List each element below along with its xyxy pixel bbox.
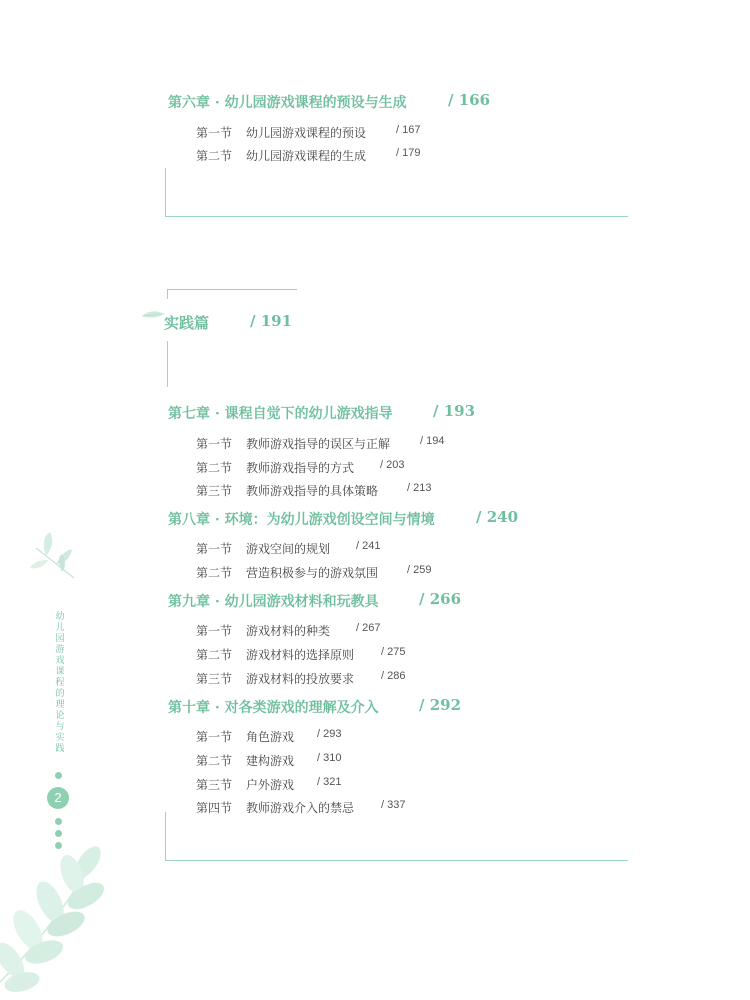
section-title: 营造积极参与的游戏氛围 — [246, 566, 379, 580]
toc-section[interactable] — [196, 482, 432, 499]
chapter-8-page: / 240 — [476, 508, 519, 526]
section-number: 第二节 — [196, 461, 233, 475]
watercolor-leaves-icon — [0, 832, 120, 1000]
section-number: 第三节 — [196, 484, 233, 498]
section-title: 游戏材料的选择原则 — [246, 648, 355, 662]
frame-line — [167, 289, 297, 290]
section-page: / 286 — [381, 670, 406, 682]
toc-section[interactable] — [196, 670, 406, 687]
toc-section[interactable] — [196, 646, 406, 663]
chapter-10-title: 第十章 · 对各类游戏的理解及介入 — [168, 700, 379, 716]
section-page: / 213 — [407, 482, 432, 494]
frame-line — [167, 341, 168, 387]
section-page: / 293 — [317, 728, 342, 740]
section-number: 第三节 — [196, 778, 233, 792]
section-page: / 241 — [356, 540, 381, 552]
section-number: 第二节 — [196, 566, 233, 580]
chapter-10-page: / 292 — [419, 696, 462, 714]
section-title: 建构游戏 — [246, 754, 295, 768]
section-page: / 203 — [380, 459, 405, 471]
chapter-7-page: / 193 — [433, 402, 476, 420]
section-title: 教师游戏指导的具体策略 — [246, 484, 379, 498]
section-title: 游戏材料的投放要求 — [246, 672, 355, 686]
section-number: 第一节 — [196, 437, 233, 451]
section-number: 第二节 — [196, 754, 233, 768]
section-title: 幼儿园游戏课程的预设 — [246, 126, 367, 140]
leaf-sprig-icon — [26, 528, 82, 584]
chapter-9-page: / 266 — [419, 590, 462, 608]
toc-section[interactable] — [196, 622, 381, 639]
section-page: / 310 — [317, 752, 342, 764]
toc-section[interactable] — [196, 124, 421, 141]
section-title: 教师游戏指导的误区与正解 — [246, 437, 391, 451]
chapter-7-title: 第七章 · 课程自觉下的幼儿游戏指导 — [168, 406, 393, 422]
toc-section[interactable] — [196, 728, 342, 745]
toc-section[interactable] — [196, 147, 421, 164]
toc-section[interactable] — [196, 435, 445, 452]
section-number: 第一节 — [196, 730, 233, 744]
frame-line — [165, 216, 628, 217]
section-page: / 337 — [381, 799, 406, 811]
toc-section[interactable] — [196, 776, 342, 793]
frame-line — [165, 168, 166, 216]
toc-section[interactable] — [196, 540, 381, 557]
section-title: 幼儿园游戏课程的生成 — [246, 149, 367, 163]
section-page: / 259 — [407, 564, 432, 576]
chapter-6-page: / 166 — [448, 91, 491, 109]
dot-icon — [55, 772, 62, 779]
section-title: 游戏空间的规划 — [246, 542, 331, 556]
section-page: / 321 — [317, 776, 342, 788]
toc-section[interactable] — [196, 752, 342, 769]
section-number: 第二节 — [196, 149, 233, 163]
section-title: 教师游戏介入的禁忌 — [246, 801, 355, 815]
frame-line — [167, 289, 168, 299]
book-title-vertical: 幼儿园游戏课程的理论与实践 — [55, 612, 65, 754]
section-number: 第二节 — [196, 648, 233, 662]
section-page: / 194 — [420, 435, 445, 447]
section-number: 第一节 — [196, 624, 233, 638]
section-number: 第一节 — [196, 126, 233, 140]
section-title: 户外游戏 — [246, 778, 295, 792]
frame-line — [165, 860, 628, 861]
page-number: 2 — [47, 787, 69, 809]
toc-section[interactable] — [196, 799, 406, 816]
chapter-6-title: 第六章 · 幼儿园游戏课程的预设与生成 — [168, 95, 407, 111]
section-number: 第四节 — [196, 801, 233, 815]
dot-icon — [55, 818, 62, 825]
section-title: 游戏材料的种类 — [246, 624, 331, 638]
section-title: 角色游戏 — [246, 730, 295, 744]
section-page: / 179 — [396, 147, 421, 159]
section-number: 第三节 — [196, 672, 233, 686]
section-title: 教师游戏指导的方式 — [246, 461, 355, 475]
chapter-8-title: 第八章 · 环境：为幼儿游戏创设空间与情境 — [168, 512, 435, 528]
section-page: / 167 — [396, 124, 421, 136]
section-number: 第一节 — [196, 542, 233, 556]
part-page: / 191 — [250, 312, 293, 330]
section-page: / 267 — [356, 622, 381, 634]
frame-line — [165, 812, 166, 860]
toc-section[interactable] — [196, 564, 432, 581]
leaf-icon — [140, 306, 166, 326]
toc-section[interactable] — [196, 459, 405, 476]
chapter-9-title: 第九章 · 幼儿园游戏材料和玩教具 — [168, 594, 379, 610]
part-title: 实践篇 — [164, 314, 210, 332]
section-page: / 275 — [381, 646, 406, 658]
